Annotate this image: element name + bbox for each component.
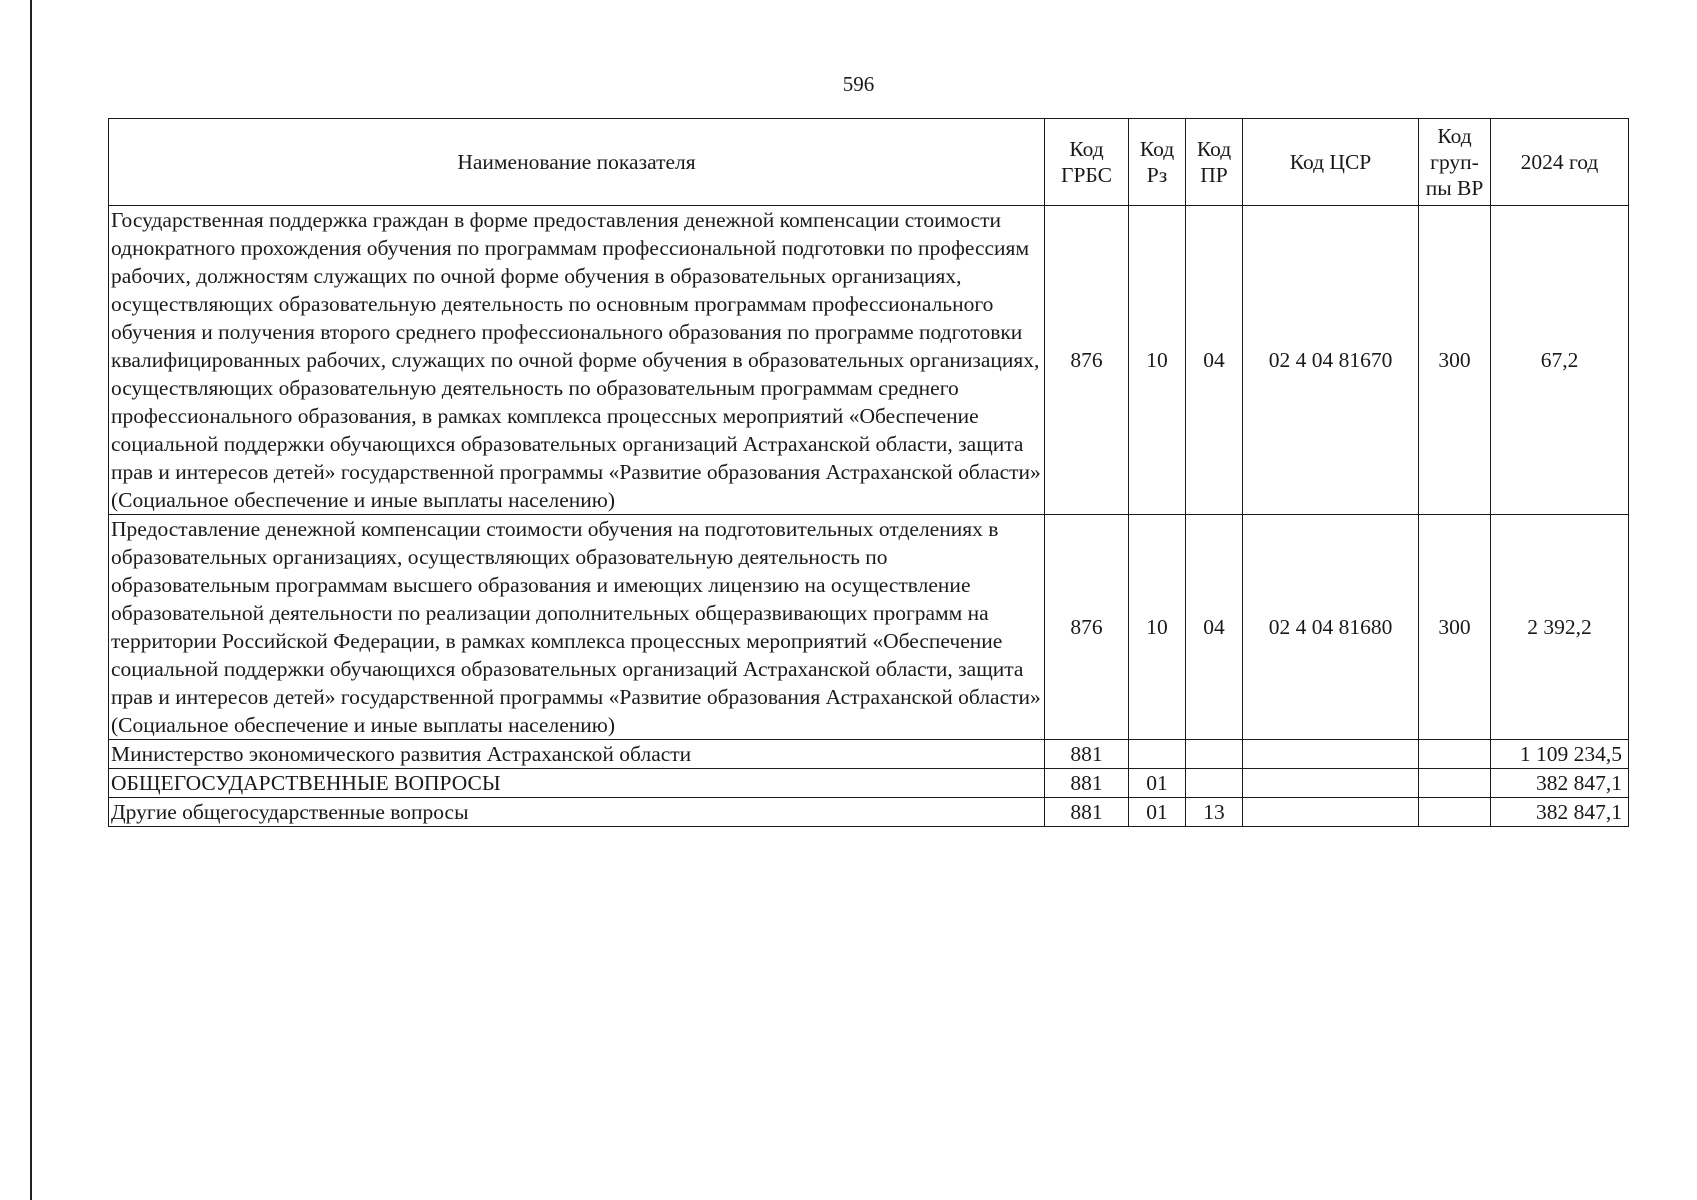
row-csr: 02 4 04 81670 bbox=[1243, 206, 1419, 515]
row-pr bbox=[1186, 769, 1243, 798]
row-pr: 13 bbox=[1186, 798, 1243, 827]
row-vr: 300 bbox=[1419, 206, 1491, 515]
row-vr bbox=[1419, 769, 1491, 798]
row-csr: 02 4 04 81680 bbox=[1243, 515, 1419, 740]
row-rz: 10 bbox=[1129, 206, 1186, 515]
header-vr: Код груп-пы ВР bbox=[1419, 119, 1491, 206]
budget-table bbox=[108, 118, 1629, 827]
row-pr: 04 bbox=[1186, 515, 1243, 740]
row-amount: 382 847,1 bbox=[1491, 798, 1629, 827]
table-row bbox=[109, 740, 1629, 769]
row-grbs: 881 bbox=[1045, 769, 1129, 798]
table-row bbox=[109, 798, 1629, 827]
header-csr: Код ЦСР bbox=[1243, 119, 1419, 206]
header-year: 2024 год bbox=[1491, 119, 1629, 206]
row-csr bbox=[1243, 798, 1419, 827]
row-vr bbox=[1419, 740, 1491, 769]
row-name: ОБЩЕГОСУДАРСТВЕННЫЕ ВОПРОСЫ bbox=[109, 769, 1045, 798]
table-row bbox=[109, 769, 1629, 798]
row-vr bbox=[1419, 798, 1491, 827]
table-row bbox=[109, 515, 1629, 740]
header-pr: Код ПР bbox=[1186, 119, 1243, 206]
page-number: 596 bbox=[842, 72, 875, 96]
table-header-row bbox=[109, 119, 1629, 206]
row-rz: 10 bbox=[1129, 515, 1186, 740]
row-name: Государственная поддержка граждан в форме предоставления денежной компенсации стоимости однократного прохождения обучения по программам профессиональной подготовки по профессиям рабочих, должностям служащих по очной форме обучения в образовательных организациях, осуществляющих образовательную деятельность по основным программам профессионального обучения и получения второго среднего профессионального образования по программе подготовки квалифицированных рабочих, служащих по очной форме обучения в образовательных организациях, осуществляющих образовательную деятельность по образовательным программам среднего профессионального образования, в рамках комплекса процессных мероприятий «Обеспечение социальной поддержки обучающихся образовательных организаций Астраханской области, защита прав и интересов детей» государственной программы «Развитие образования Астраханской области» (Социальное обеспечение и иные выплаты населению) bbox=[109, 206, 1045, 515]
table-row bbox=[109, 206, 1629, 515]
row-vr: 300 bbox=[1419, 515, 1491, 740]
row-pr bbox=[1186, 740, 1243, 769]
header-grbs: Код ГРБС bbox=[1045, 119, 1129, 206]
row-pr: 04 bbox=[1186, 206, 1243, 515]
row-amount: 382 847,1 bbox=[1491, 769, 1629, 798]
row-rz bbox=[1129, 740, 1186, 769]
row-amount: 2 392,2 bbox=[1491, 515, 1629, 740]
row-rz: 01 bbox=[1129, 769, 1186, 798]
header-rz: Код Рз bbox=[1129, 119, 1186, 206]
row-amount: 67,2 bbox=[1491, 206, 1629, 515]
row-grbs: 876 bbox=[1045, 206, 1129, 515]
header-name: Наименование показателя bbox=[109, 119, 1045, 206]
row-csr bbox=[1243, 740, 1419, 769]
row-name: Другие общегосударственные вопросы bbox=[109, 798, 1045, 827]
row-rz: 01 bbox=[1129, 798, 1186, 827]
row-csr bbox=[1243, 769, 1419, 798]
left-margin-rule bbox=[30, 0, 32, 1200]
row-grbs: 876 bbox=[1045, 515, 1129, 740]
row-amount: 1 109 234,5 bbox=[1491, 740, 1629, 769]
row-grbs: 881 bbox=[1045, 740, 1129, 769]
row-name: Министерство экономического развития Астраханской области bbox=[109, 740, 1045, 769]
row-grbs: 881 bbox=[1045, 798, 1129, 827]
row-name: Предоставление денежной компенсации стоимости обучения на подготовительных отделениях в образовательных организациях, осуществляющих образовательную деятельность по образовательным программам высшего образования и имеющих лицензию на осуществление образовательной деятельности по реализации дополнительных общеразвивающих программ на территории Российской Федерации, в рамках комплекса процессных мероприятий «Обеспечение социальной поддержки обучающихся образовательных организаций Астраханской области, защита прав и интересов детей» государственной программы «Развитие образования Астраханской области» (Социальное обеспечение и иные выплаты населению) bbox=[109, 515, 1045, 740]
